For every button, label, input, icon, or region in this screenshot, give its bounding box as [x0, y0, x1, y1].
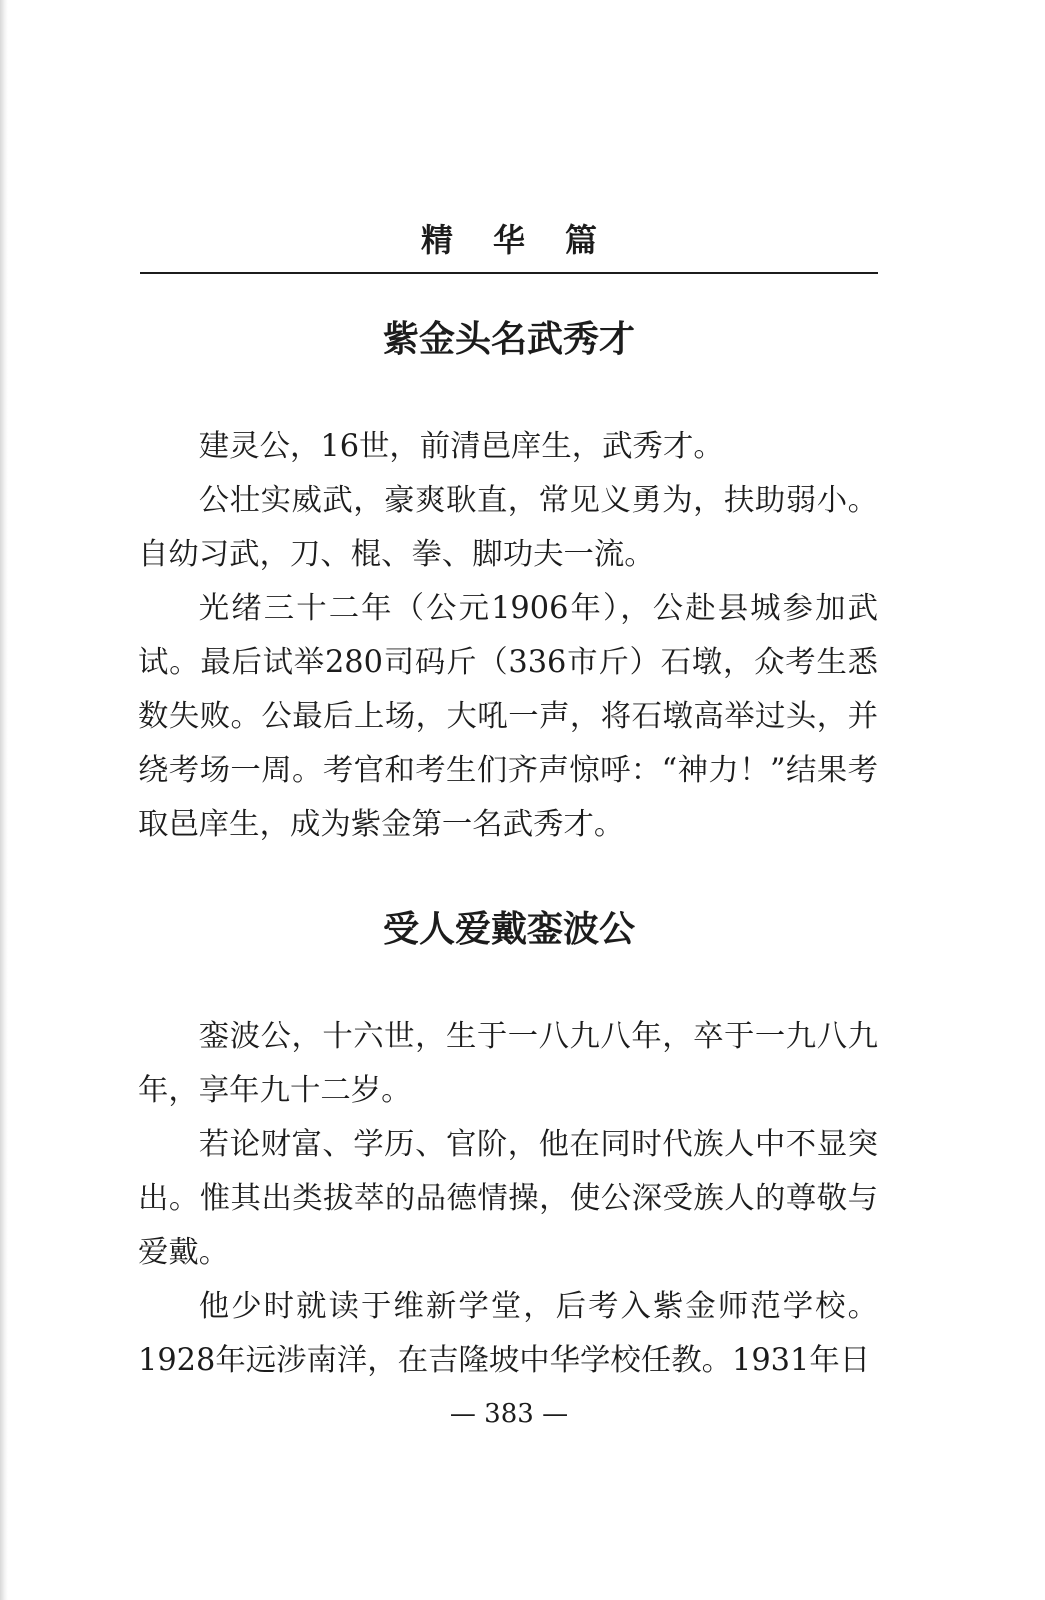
paragraph: 銮波公，十六世，生于一八九八年，卒于一九八九年，享年九十二岁。 — [138, 1019, 878, 1108]
section-title-2: 受人爱戴銮波公 — [382, 909, 635, 950]
running-head: 精华篇 — [420, 221, 637, 259]
section-body-2 — [138, 1010, 878, 1388]
section-title-1: 紫金头名武秀才 — [382, 319, 635, 360]
section-body-1 — [138, 420, 878, 852]
paragraph: 若论财富、学历、官阶，他在同时代族人中不显突出。惟其出类拔萃的品德情操，使公深受族人的尊敬与爱戴。 — [138, 1127, 878, 1270]
page-edge-shadow — [0, 0, 8, 1600]
paragraph: 建灵公，16世，前清邑庠生，武秀才。 — [198, 429, 724, 464]
paragraph: 他少时就读于维新学堂，后考入紫金师范学校。1928年远涉南洋，在吉隆坡中华学校任教。1931年日 — [138, 1289, 878, 1378]
paragraph: 公壮实威武，豪爽耿直，常见义勇为，扶助弱小。自幼习武，刀、棍、拳、脚功夫一流。 — [138, 483, 878, 572]
header-rule — [140, 272, 878, 274]
page-number: — 383 — — [449, 1399, 569, 1429]
paragraph: 光绪三十二年（公元1906年），公赴县城参加武试。最后试举280司码斤（336市斤）石墩，众考生悉数失败。公最后上场，大吼一声，将石墩高举过头，并绕考场一周。考官和考生们齐声惊呼：“神力！”结果考取邑庠生，成为紫金第一名武秀才。 — [138, 591, 878, 842]
